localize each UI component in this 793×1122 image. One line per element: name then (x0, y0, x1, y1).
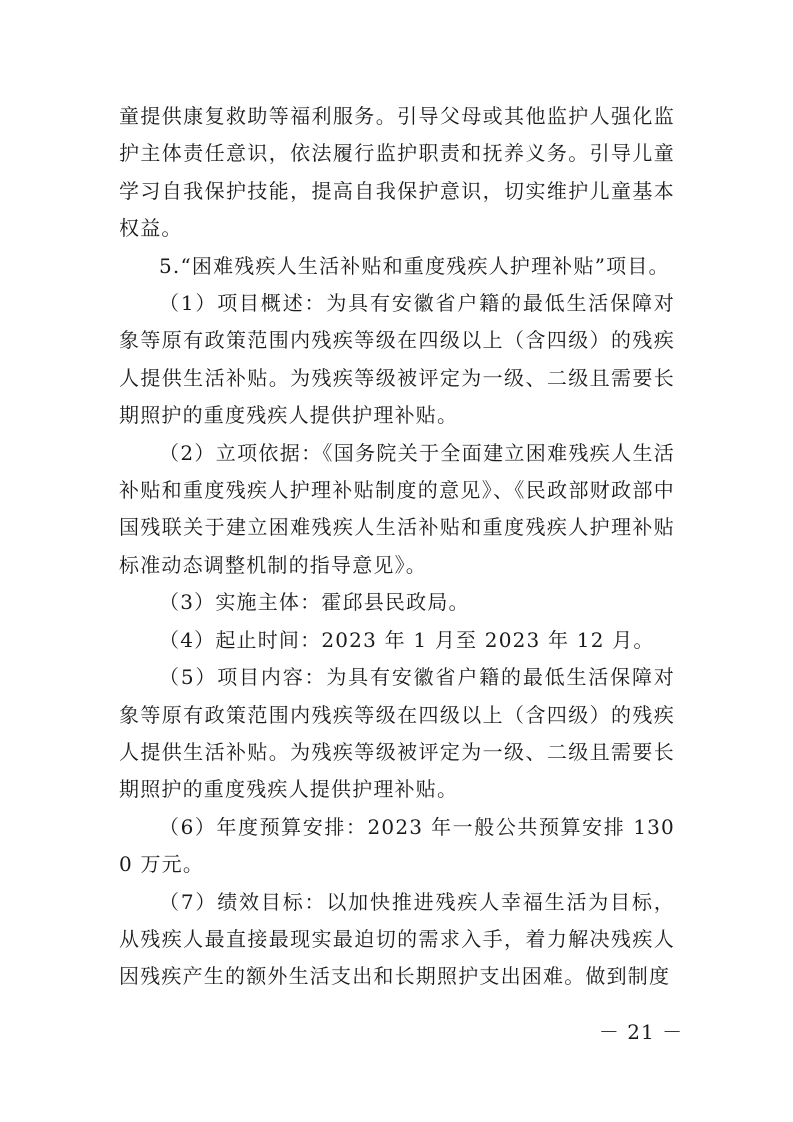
paragraph-continuation: 童提供康复救助等福利服务。引导父母或其他监护人强化监护主体责任意识，依法履行监护职责和抚养义务。引导儿童学习自我保护技能，提高自我保护意识，切实维护儿童基本权益。 (119, 104, 675, 241)
paragraph-implementing-body: （3）实施主体：霍邱县民政局。 (159, 590, 470, 615)
paragraph-performance-goals: （7）绩效目标：以加快推进残疾人幸福生活为目标，从残疾人最直接最现实最迫切的需求入手，着力解决残疾人因残疾产生的额外生活支出和长期照护支出困难。做到制度 (119, 889, 675, 989)
paragraph-item-5-heading: 5.“困难残疾人生活补贴和重度残疾人护理补贴”项目。 (159, 253, 670, 278)
paragraph-time-period: （4）起止时间：2023 年 1 月至 2023 年 12 月。 (159, 627, 655, 652)
page-number: － 21 － (598, 1020, 684, 1044)
paragraph-project-content: （5）项目内容：为具有安徽省户籍的最低生活保障对象等原有政策范围内残疾等级在四级以上（含四级）的残疾人提供生活补贴。为残疾等级被评定为一级、二级且需要长期照护的重度残疾人提供护理补贴。 (119, 665, 675, 802)
paragraph-annual-budget: （6）年度预算安排：2023 年一般公共预算安排 1300 万元。 (119, 814, 675, 877)
document-body (119, 98, 675, 996)
paragraph-project-basis: （2）立项依据：《国务院关于全面建立困难残疾人生活补贴和重度残疾人护理补贴制度的意见》、《民政部财政部中国残联关于建立困难残疾人生活补贴和重度残疾人护理补贴标准动态调整机制的指导意见》。 (119, 440, 675, 577)
paragraph-project-overview: （1）项目概述：为具有安徽省户籍的最低生活保障对象等原有政策范围内残疾等级在四级以上（含四级）的残疾人提供生活补贴。为残疾等级被评定为一级、二级且需要长期照护的重度残疾人提供护理补贴。 (119, 291, 675, 428)
